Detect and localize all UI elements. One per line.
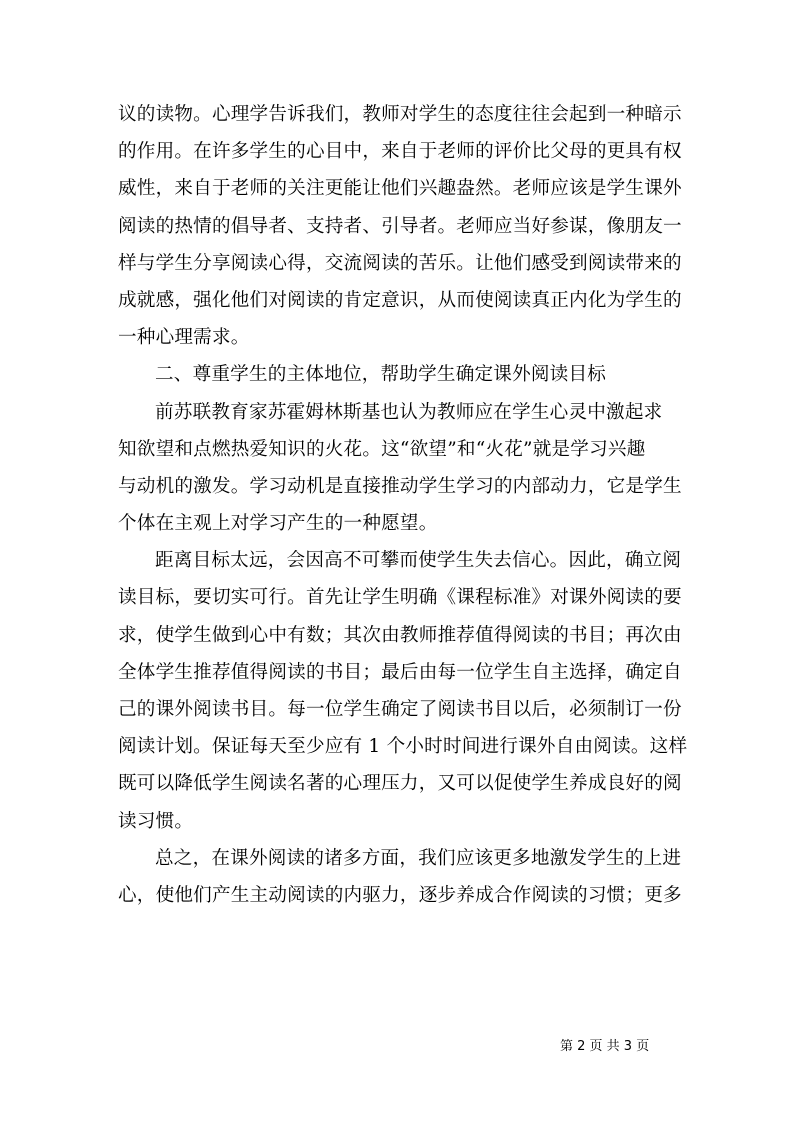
text-line: 读习惯。 (118, 810, 194, 832)
document-body (118, 96, 688, 914)
text-line: 前苏联教育家苏霍姆林斯基也认为教师应在学生心灵中激起求 (155, 401, 663, 423)
text-line: 既可以降低学生阅读名著的心理压力，又可以促使学生养成良好的阅 (118, 773, 682, 795)
text-line: 求，使学生做到心中有数；其次由教师推荐值得阅读的书目；再次由 (118, 624, 682, 646)
text-line: 总之，在课外阅读的诸多方面，我们应该更多地激发学生的上进 (155, 847, 682, 869)
text-line: 个体在主观上对学习产生的一种愿望。 (118, 513, 438, 535)
text-line: 读目标，要切实可行。首先让学生明确《课程标准》对课外阅读的要 (118, 587, 682, 609)
text-line: 己的课外阅读书目。每一位学生确定了阅读书目以后，必须制订一份 (118, 699, 682, 720)
text-line: 议的读物。心理学告诉我们，教师对学生的态度往往会起到一种暗示 (118, 104, 682, 125)
text-line: 的作用。在许多学生的心目中，来自于老师的评价比父母的更具有权 (118, 141, 682, 163)
text-line: 心，使他们产生主动阅读的内驱力，逐步养成合作阅读的习惯；更多 (118, 884, 682, 906)
section-heading: 二、尊重学生的主体地位，帮助学生确定课外阅读目标 (155, 364, 607, 386)
text-line: 样与学生分享阅读心得，交流阅读的苦乐。让他们感受到阅读带来的 (118, 252, 682, 274)
page-number: 第 2 页 共 3 页 (560, 1039, 650, 1054)
text-line: 全体学生推荐值得阅读的书目；最后由每一位学生自主选择，确定自 (118, 661, 682, 683)
text-line: 成就感，强化他们对阅读的肯定意识，从而使阅读真正内化为学生的 (118, 289, 682, 311)
text-line: 阅读的热情的倡导者、支持者、引导者。老师应当好参谋，像朋友一 (118, 215, 682, 237)
text-line: 与动机的激发。学习动机是直接推动学生学习的内部动力，它是学生 (118, 475, 682, 497)
text-line: 一种心理需求。 (118, 327, 250, 349)
text-line: 阅读计划。保证每天至少应有 1 个小时时间进行课外自由阅读。这样 (118, 736, 688, 758)
text-line: 威性，来自于老师的关注更能让他们兴趣盎然。老师应该是学生课外 (118, 178, 682, 200)
text-line: 知欲望和点燃热爱知识的火花。这“欲望”和“火花”就是学习兴趣 (118, 438, 646, 460)
text-line: 距离目标太远，会因高不可攀而使学生失去信心。因此，确立阅 (155, 550, 682, 572)
